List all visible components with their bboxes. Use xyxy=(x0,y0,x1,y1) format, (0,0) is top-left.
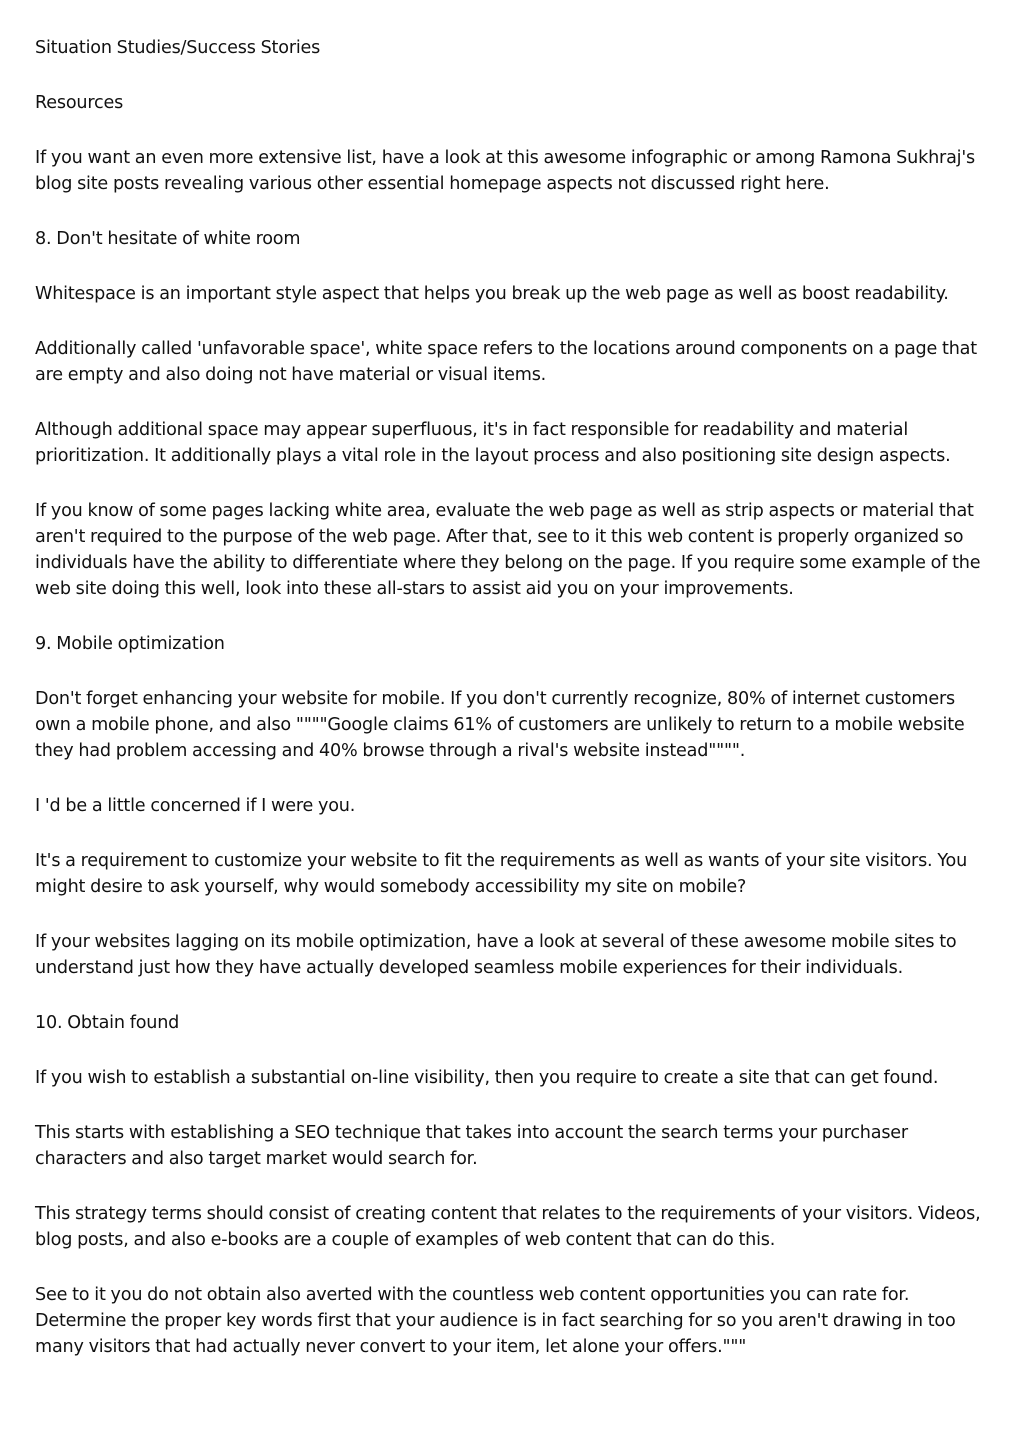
paragraph-readability: Although additional space may appear superfluous, it's in fact responsible for readability and material prioritization. It additionally plays a vital role in the layout process and also positioning site design aspects. xyxy=(35,420,951,466)
heading-white-space: 8. Don't hesitate of white room xyxy=(35,229,301,249)
paragraph-mobile-examples: If your websites lagging on its mobile optimization, have a look at several of these awesome mobile sites to understand just how they have actually developed seamless mobile experiences for their individuals. xyxy=(35,932,957,978)
paragraph-extensive-list: If you want an even more extensive list, have a look at this awesome infographic or among Ramona Sukhraj's blog site posts revealing various other essential homepage aspects not discussed right here. xyxy=(35,148,975,194)
paragraph-whitespace-intro: Whitespace is an important style aspect that helps you break up the web page as well as boost readability. xyxy=(35,284,949,304)
heading-resources: Resources xyxy=(35,93,124,113)
heading-get-found: 10. Obtain found xyxy=(35,1013,180,1033)
paragraph-key-words: See to it you do not obtain also averted with the countless web content opportunities you can rate for. Determine the proper key words first that your audience is in fact searching for so you aren't drawing in too many visitors that had actually never convert to your item, let alone your offers.""" xyxy=(35,1285,956,1357)
paragraph-evaluate-pages: If you know of some pages lacking white area, evaluate the web page as well as strip aspects or material that aren't required to the purpose of the web page. After that, see to it this web content is properly organized so individuals have the ability to differentiate where they belong on the page. If you require some example of the web site doing this well, look into these all-stars to assist aid you on your improvements. xyxy=(35,501,981,599)
paragraph-negative-space: Additionally called 'unfavorable space', white space refers to the locations around components on a page that are empty and also doing not have material or visual items. xyxy=(35,339,977,385)
paragraph-mobile-stats: Don't forget enhancing your website for mobile. If you don't currently recognize, 80% of internet customers own a mobile phone, and also """"Google claims 61% of customers are unlikely to return to a mobile website they had problem accessing and 40% browse through a rival's website instead"""". xyxy=(35,689,965,761)
paragraph-concerned: I 'd be a little concerned if I were you. xyxy=(35,796,356,816)
document-body xyxy=(35,35,995,1389)
heading-case-studies: Situation Studies/Success Stories xyxy=(35,38,321,58)
paragraph-customize-site: It's a requirement to customize your website to fit the requirements as well as wants of your site visitors. You might desire to ask yourself, why would somebody accessibility my site on mobile? xyxy=(35,851,968,897)
paragraph-online-visibility: If you wish to establish a substantial on-line visibility, then you require to create a site that can get found. xyxy=(35,1068,939,1088)
heading-mobile-optimization: 9. Mobile optimization xyxy=(35,634,225,654)
paragraph-seo-technique: This starts with establishing a SEO technique that takes into account the search terms your purchaser characters and also target market would search for. xyxy=(35,1123,908,1169)
paragraph-strategy-content: This strategy terms should consist of creating content that relates to the requirements of your visitors. Videos, blog posts, and also e-books are a couple of examples of web content that can do this. xyxy=(35,1204,981,1250)
